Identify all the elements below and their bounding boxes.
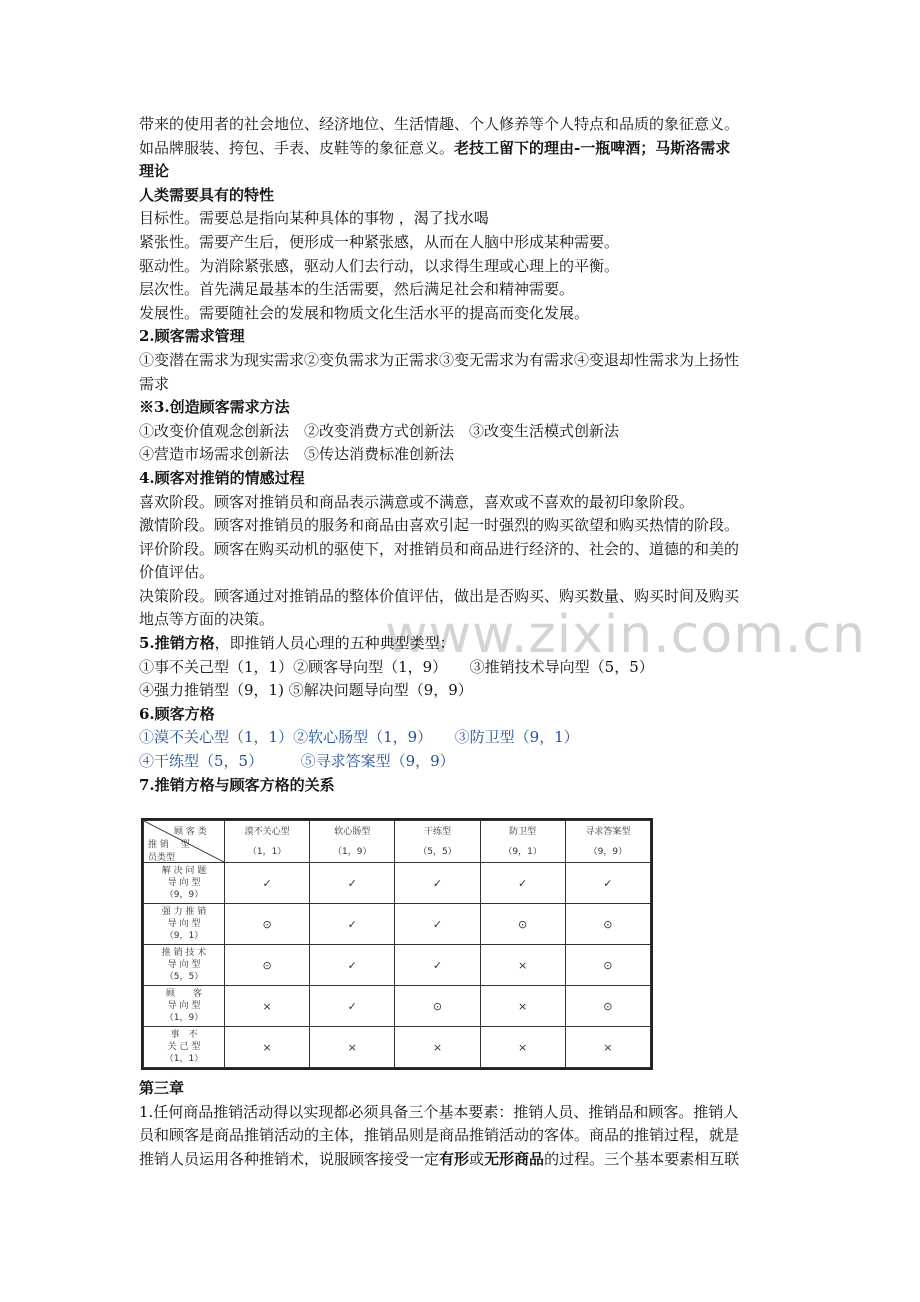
text-line: 决策阶段。顾客通过对推销品的整体价值评估，做出是否购买、购买数量、购买时间及购买 [139,586,740,605]
table-row: 解 决 问 题 导 向 型 （9，9） ✓ ✓ ✓ ✓ ✓ [144,863,651,904]
table-corner-cell: 顾 客 类 推 销 型 员类型 [144,821,225,863]
text-line: 5.推销方格，即推销人员心理的五种典型类型： [139,634,455,653]
text-line: 推销人员运用各种推销术，说服顾客接受一定有形或无形商品的过程。三个基本要素相互联 [139,1149,740,1168]
section-heading: ※3.创造顾客需求方法 [139,398,290,417]
text-line: ①漠不关心型（1，1）②软心肠型（1，9） ③防卫型（9，1） [139,728,579,747]
text-line: 如品牌服装、挎包、手表、皮鞋等的象征意义。老技工留下的理由-一瓶啤酒；马斯洛需求 [139,138,731,157]
text-line: ④强力推销型（9，1) ⑤解决问题导向型（9，9） [139,681,473,700]
text-line: 目标性。需要总是指向某种具体的事物 ，渴了找水喝 [139,209,489,228]
column-header: 漠不关心型 （1，1） [225,821,310,863]
bold-phrase: 有形 [439,1149,470,1168]
text-line: 层次性。首先满足最基本的生活需要，然后满足社会和精神需要。 [139,280,575,299]
text-line: 地点等方面的决策。 [139,610,275,629]
bold-phrase: 老技工留下的理由-一瓶啤酒；马斯洛需求 [454,138,731,157]
chapter-three [139,1077,789,1171]
table-row: 推 销 技 术 导 向 型 （5，5） ⊙ ✓ ✓ × ⊙ [144,945,651,986]
text-line: 驱动性。为消除紧张感，驱动人们去行动，以求得生理或心理上的平衡。 [139,256,620,275]
text-line: 发展性。需要随社会的发展和物质文化生活水平的提高而变化发展。 [139,303,590,322]
text-line: 评价阶段。顾客在购买动机的驱使下，对推销员和商品进行经济的、社会的、道德的和美的 [139,539,740,558]
text-line: 理论 [139,162,170,181]
section-heading: 4.顾客对推销的情感过程 [139,468,305,487]
section-heading: 2.顾客需求管理 [139,327,245,346]
text-line: 需求 [139,374,170,393]
watermark: www.zixin.com.cn [385,605,866,665]
text-line: 激情阶段。顾客对推销员的服务和商品由喜欢引起一时强烈的购买欲望和购买热情的阶段。 [139,516,740,535]
column-header: 防卫型 （9，1） [480,821,565,863]
text-line: ①变潜在需求为现实需求②变负需求为正需求③变无需求为有需求④变退却性需求为上扬性 [139,350,740,369]
table-row: 顾 客 导 向 型 （1，9） × ✓ ⊙ × ⊙ [144,986,651,1027]
text-line: 员和顾客是商品推销活动的主体，推销品则是商品推销活动的客体。商品的推销过程，就是 [139,1126,740,1145]
section-heading: 6.顾客方格 [139,704,215,723]
document-body [139,113,789,797]
text-line: 喜欢阶段。顾客对推销员和商品表示满意或不满意，喜欢或不喜欢的最初印象阶段。 [139,492,695,511]
column-header: 干练型 （5，5） [395,821,480,863]
text-line: 带来的使用者的社会地位、经济地位、生活情趣、个人修养等个人特点和品质的象征意义。 [139,115,740,133]
text-line: 紧张性。需要产生后，便形成一种紧张感，从而在人脑中形成某种需要。 [139,232,620,251]
text-line: ④干练型（5，5） ⑤寻求答案型（9，9） [139,752,455,771]
text-line: 1.任何商品推销活动得以实现都必须具备三个基本要素：推销人员、推销品和顾客。推销人 [139,1102,739,1121]
section-heading: 7.推销方格与顾客方格的关系 [139,775,335,794]
grid-relationship-table [141,818,653,1070]
section-heading: 人类需要具有的特性 [139,185,275,204]
bold-phrase: 无形商品 [484,1149,545,1168]
table-row: 事 不 关 己 型 （1，1） × × × × × [144,1027,651,1068]
table-row: 强 力 推 销 导 向 型 （9，1） ⊙ ✓ ✓ ⊙ ⊙ [144,904,651,945]
text-line: ①改变价值观念创新法 ②改变消费方式创新法 ③改变生活模式创新法 [139,421,620,440]
text-line: ④营造市场需求创新法 ⑤传达消费标准创新法 [139,445,455,464]
text-line: 价值评估。 [139,563,215,582]
column-header: 软心肠型 （1，9） [310,821,395,863]
section-heading: 5.推销方格 [139,634,215,653]
chapter-heading: 第三章 [139,1079,185,1097]
text-line: ①事不关己型（1，1）②顾客导向型（1，9） ③推销技术导向型（5，5） [139,657,654,676]
column-header: 寻求答案型 （9，9） [565,821,650,863]
